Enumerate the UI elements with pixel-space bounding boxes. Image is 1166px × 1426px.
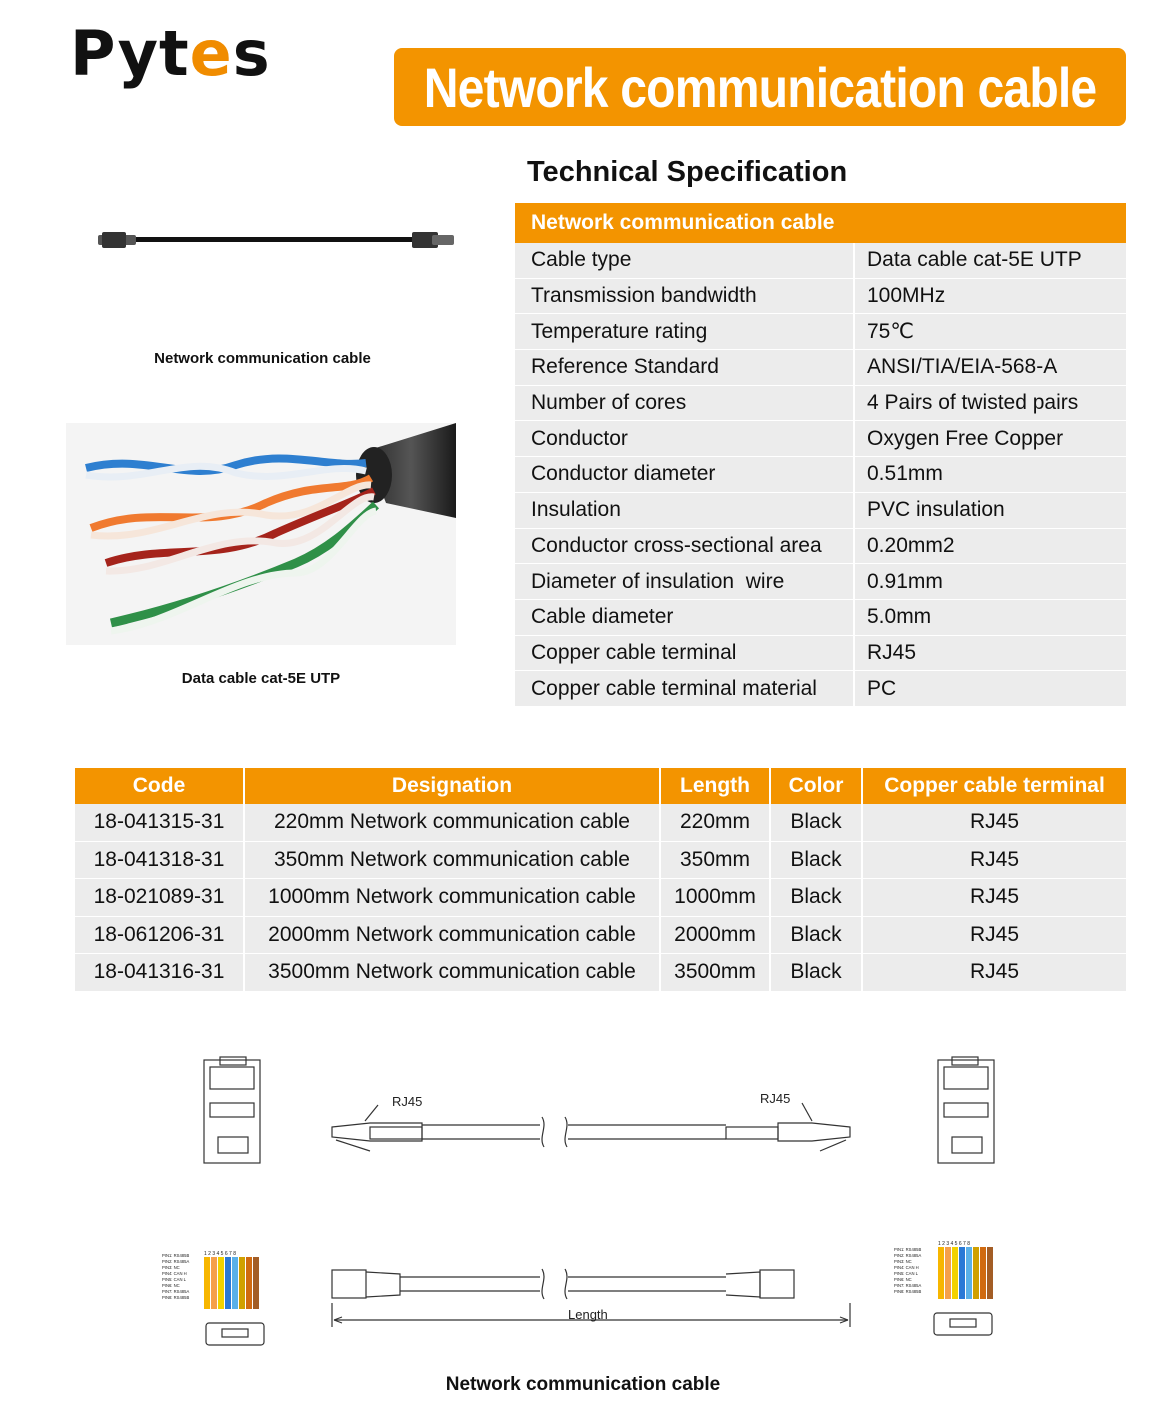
code-table-header-row [75,768,1126,804]
spec-label: Cable diameter [515,599,854,635]
page-title: Network communication cable [423,55,1097,119]
pin-label: PIN6: NC [894,1277,912,1282]
spec-value: RJ45 [854,635,1126,671]
spec-value: ANSI/TIA/EIA-568-A [854,350,1126,386]
pin-numbers-right: 1 2 3 4 5 6 7 8 [938,1241,970,1247]
table-row [75,804,1126,841]
pin-label: PIN5: CAN L [162,1277,186,1282]
pin-label: PIN7: RS485A [894,1283,922,1288]
spec-value: PVC insulation [854,492,1126,528]
twisted-pair-image [66,423,456,645]
cell-terminal: RJ45 [862,916,1126,954]
spec-value: 0.51mm [854,457,1126,493]
spec-value: 0.91mm [854,564,1126,600]
cell-length: 3500mm [660,954,770,992]
spec-label: Copper cable terminal material [515,671,854,707]
pin-list-right [894,1247,922,1294]
table-row [75,841,1126,879]
cell-color: Black [770,804,862,841]
table-row [515,599,1126,635]
table-row [515,385,1126,421]
logo-accent-letter: e [189,17,233,90]
pinout-wires-left [204,1257,259,1309]
pin-label: PIN2: RS485A [894,1253,922,1258]
cell-color: Black [770,954,862,992]
connector-front-view-right [938,1057,994,1163]
header-color: Color [770,768,862,804]
pin-label: PIN4: CAN H [162,1271,187,1276]
spec-table [515,203,1126,707]
table-row [515,671,1126,707]
table-row [515,528,1126,564]
table-row [515,635,1126,671]
table-row [75,916,1126,954]
table-row [75,879,1126,917]
pinout-wires-right [938,1247,993,1299]
cell-designation: 3500mm Network communication cable [244,954,660,992]
header-designation: Designation [244,768,660,804]
pin-label: PIN1: RS485B [162,1253,190,1258]
pin-label: PIN2: RS485A [162,1259,190,1264]
table-row [515,421,1126,457]
header-code: Code [75,768,244,804]
table-row [515,350,1126,386]
spec-label: Transmission bandwidth [515,278,854,314]
logo-text: Pyt [70,17,190,90]
spec-value: 0.20mm2 [854,528,1126,564]
spec-label: Diameter of insulation wire [515,564,854,600]
length-label: Length [568,1307,608,1322]
table-row [515,243,1126,278]
cell-designation: 220mm Network communication cable [244,804,660,841]
spec-table-header: Network communication cable [515,203,1126,243]
rj45-label-right: RJ45 [760,1091,791,1106]
spec-value: 75℃ [854,314,1126,350]
pin-label: PIN1: RS485B [894,1247,922,1252]
pin-label: PIN8: RS485B [162,1295,190,1300]
cable-side-view [332,1103,850,1151]
drawing-caption: Network communication cable [445,1374,721,1395]
spec-value: 5.0mm [854,599,1126,635]
cell-length: 1000mm [660,879,770,917]
spec-label: Number of cores [515,385,854,421]
spec-label: Copper cable terminal [515,635,854,671]
header-length: Length [660,768,770,804]
spec-label: Temperature rating [515,314,854,350]
pinout-connector-left [206,1323,264,1345]
table-row [75,954,1126,992]
pin-label: PIN3: NC [894,1259,912,1264]
cell-length: 350mm [660,841,770,879]
table-row [515,492,1126,528]
cell-designation: 1000mm Network communication cable [244,879,660,917]
product-code-table [75,768,1126,992]
table-row [515,278,1126,314]
cell-terminal: RJ45 [862,879,1126,917]
pin-label: PIN8: RS485B [894,1289,922,1294]
spec-label: Conductor diameter [515,457,854,493]
cell-designation: 350mm Network communication cable [244,841,660,879]
cell-code: 18-061206-31 [75,916,244,954]
spec-table-header-row [515,203,1126,243]
spec-label: Reference Standard [515,350,854,386]
pin-list-left [162,1253,190,1300]
cell-terminal: RJ45 [862,954,1126,992]
cell-terminal: RJ45 [862,804,1126,841]
cell-color: Black [770,841,862,879]
cell-length: 2000mm [660,916,770,954]
cell-length: 220mm [660,804,770,841]
cable-image-caption: Network communication cable [154,350,371,367]
rj45-label-left: RJ45 [392,1094,423,1109]
spec-value: 100MHz [854,278,1126,314]
cable-image [90,222,460,256]
cell-code: 18-021089-31 [75,879,244,917]
spec-label: Conductor cross-sectional area [515,528,854,564]
table-row [515,564,1126,600]
logo-text-end: s [232,17,271,90]
spec-label: Insulation [515,492,854,528]
spec-label: Cable type [515,243,854,278]
cell-color: Black [770,916,862,954]
cell-designation: 2000mm Network communication cable [244,916,660,954]
spec-value: Data cable cat-5E UTP [854,243,1126,278]
cell-code: 18-041316-31 [75,954,244,992]
title-banner [394,48,1126,126]
table-row [515,314,1126,350]
pin-numbers-left: 1 2 3 4 5 6 7 8 [204,1251,236,1257]
brand-logo [70,18,310,90]
pin-label: PIN4: CAN H [894,1265,919,1270]
pinout-connector-right [934,1313,992,1335]
pin-label: PIN3: NC [162,1265,180,1270]
twisted-pair-caption: Data cable cat-5E UTP [181,670,341,687]
spec-label: Conductor [515,421,854,457]
cell-code: 18-041315-31 [75,804,244,841]
pin-label: PIN6: NC [162,1283,180,1288]
cell-code: 18-041318-31 [75,841,244,879]
pin-label: PIN5: CAN L [894,1271,918,1276]
header-terminal: Copper cable terminal [862,768,1126,804]
spec-value: 4 Pairs of twisted pairs [854,385,1126,421]
table-row [515,457,1126,493]
spec-value: Oxygen Free Copper [854,421,1126,457]
connector-front-view-left [204,1057,260,1163]
spec-value: PC [854,671,1126,707]
pin-label: PIN7: RS485A [162,1289,190,1294]
cell-color: Black [770,879,862,917]
cell-terminal: RJ45 [862,841,1126,879]
cable-drawing [160,1045,1020,1375]
spec-heading: Technical Specification [527,156,848,188]
